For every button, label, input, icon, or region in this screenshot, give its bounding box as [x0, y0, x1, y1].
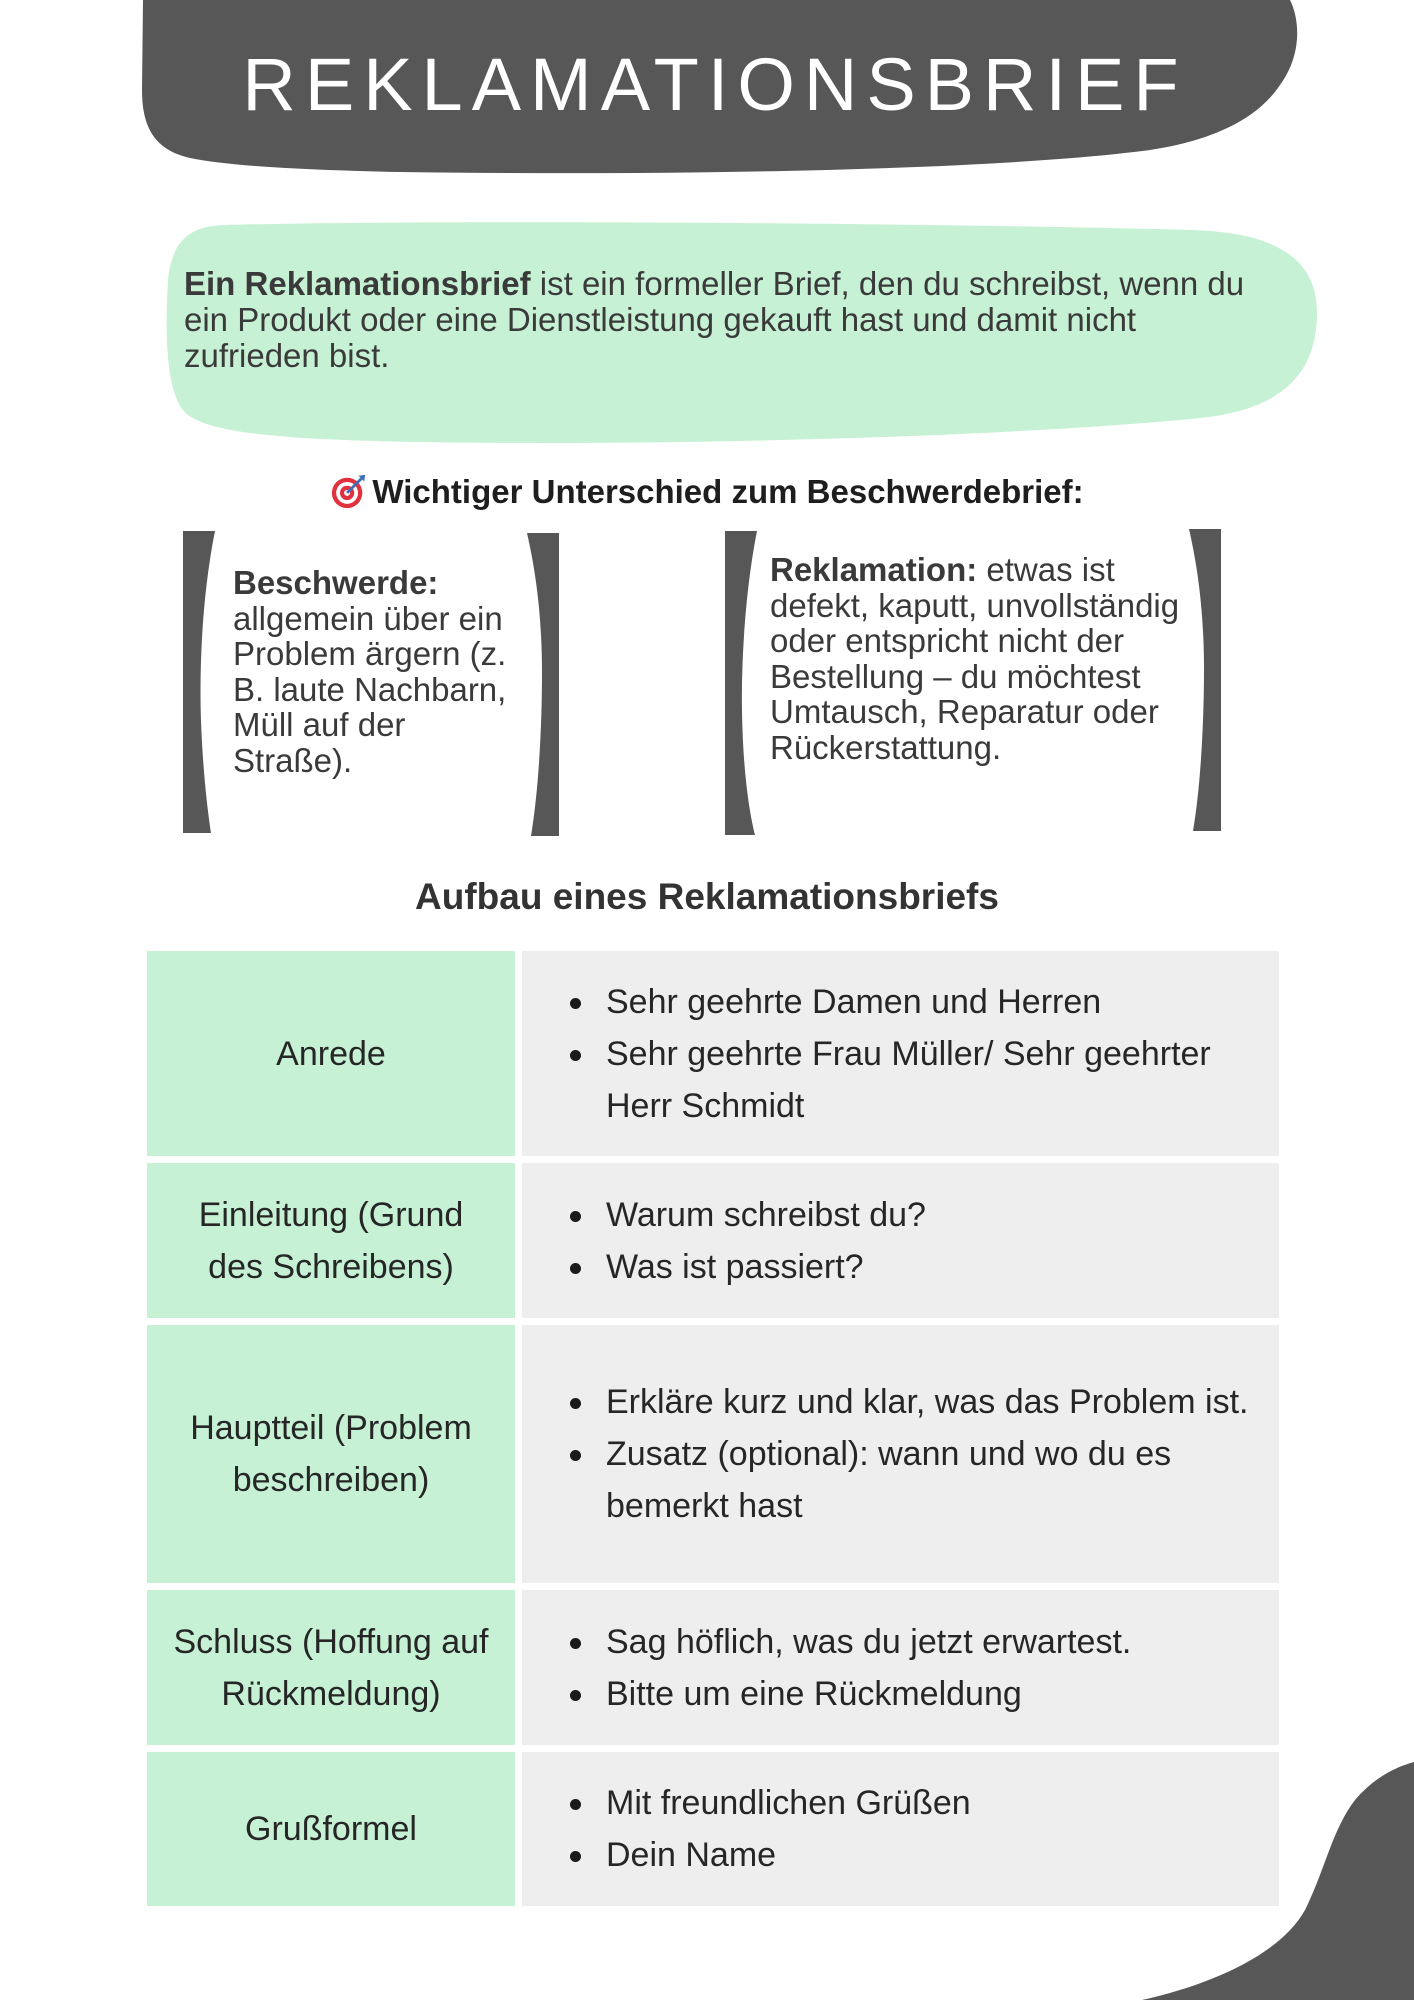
list-item: Sag höflich, was du jetzt erwartest.: [606, 1616, 1131, 1668]
list-item: Sehr geehrte Damen und Herren: [606, 976, 1259, 1028]
corner-shape: [1100, 1740, 1414, 2000]
list-item: Sehr geehrte Frau Müller/ Sehr geehrter Herr Schmidt: [606, 1028, 1259, 1132]
bullet-list: [522, 1616, 1131, 1720]
list-item: Was ist passiert?: [606, 1241, 926, 1293]
target-icon: [330, 472, 368, 510]
difference-heading-text: Wichtiger Unterschied zum Beschwerdebrief:: [372, 473, 1084, 510]
intro-paragraph: [184, 266, 1274, 374]
list-item: Warum schreibst du?: [606, 1189, 926, 1241]
beschwerde-label: Beschwerde:: [233, 564, 439, 601]
list-item: Bitte um eine Rückmeldung: [606, 1668, 1131, 1720]
row-content: [522, 1325, 1279, 1583]
list-item: Mit freundlichen Grüßen: [606, 1777, 971, 1829]
row-label: Grußformel: [147, 1752, 515, 1906]
beschwerde-text: allgemein über ein Problem ärgern (z. B. laute Nachbarn, Müll auf der Straße).: [233, 599, 507, 779]
list-item: Erkläre kurz und klar, was das Problem ist.: [606, 1376, 1259, 1428]
row-label: Schluss (Hoffung auf Rückmeldung): [147, 1590, 515, 1745]
row-content: [522, 1163, 1279, 1318]
row-content: [522, 951, 1279, 1156]
table-row: [147, 1590, 1279, 1745]
right-bracket: [1189, 529, 1221, 831]
reklamation-text: etwas ist defekt, kaputt, unvollständig oder entspricht nicht der Bestellung – du möchtest Umtausch, Reparatur oder Rückerstattung.: [770, 551, 1180, 766]
intro-body: ist ein formeller Brief, den du schreibst, wenn du ein Produkt oder eine Dienstleistung gekauft hast und damit nicht zufrieden bist.: [184, 265, 1245, 374]
reklamation-label: Reklamation:: [770, 551, 978, 588]
row-label: Hauptteil (Problem beschreiben): [147, 1325, 515, 1583]
intro-bold: Ein Reklamationsbrief: [184, 265, 531, 302]
bullet-list: [522, 1777, 971, 1881]
list-item: Zusatz (optional): wann und wo du es bemerkt hast: [606, 1428, 1259, 1532]
section-heading: Aufbau eines Reklamationsbriefs: [415, 876, 999, 917]
reklamation-box: [770, 552, 1190, 765]
bullet-list: [522, 1189, 926, 1293]
difference-heading: [0, 468, 1414, 516]
list-item: Dein Name: [606, 1829, 971, 1881]
table-row: [147, 1325, 1279, 1583]
left-bracket: [183, 531, 215, 833]
table-row: [147, 951, 1279, 1156]
beschwerde-box: [233, 565, 533, 778]
bullet-list: [522, 1376, 1259, 1532]
left-bracket: [725, 531, 757, 835]
row-label: Anrede: [147, 951, 515, 1156]
table-row: [147, 1163, 1279, 1318]
page-title: REKLAMATIONSBRIEF: [242, 43, 1188, 126]
row-content: [522, 1590, 1279, 1745]
bullet-list: [522, 976, 1259, 1132]
row-label: Einleitung (Grund des Schreibens): [147, 1163, 515, 1318]
